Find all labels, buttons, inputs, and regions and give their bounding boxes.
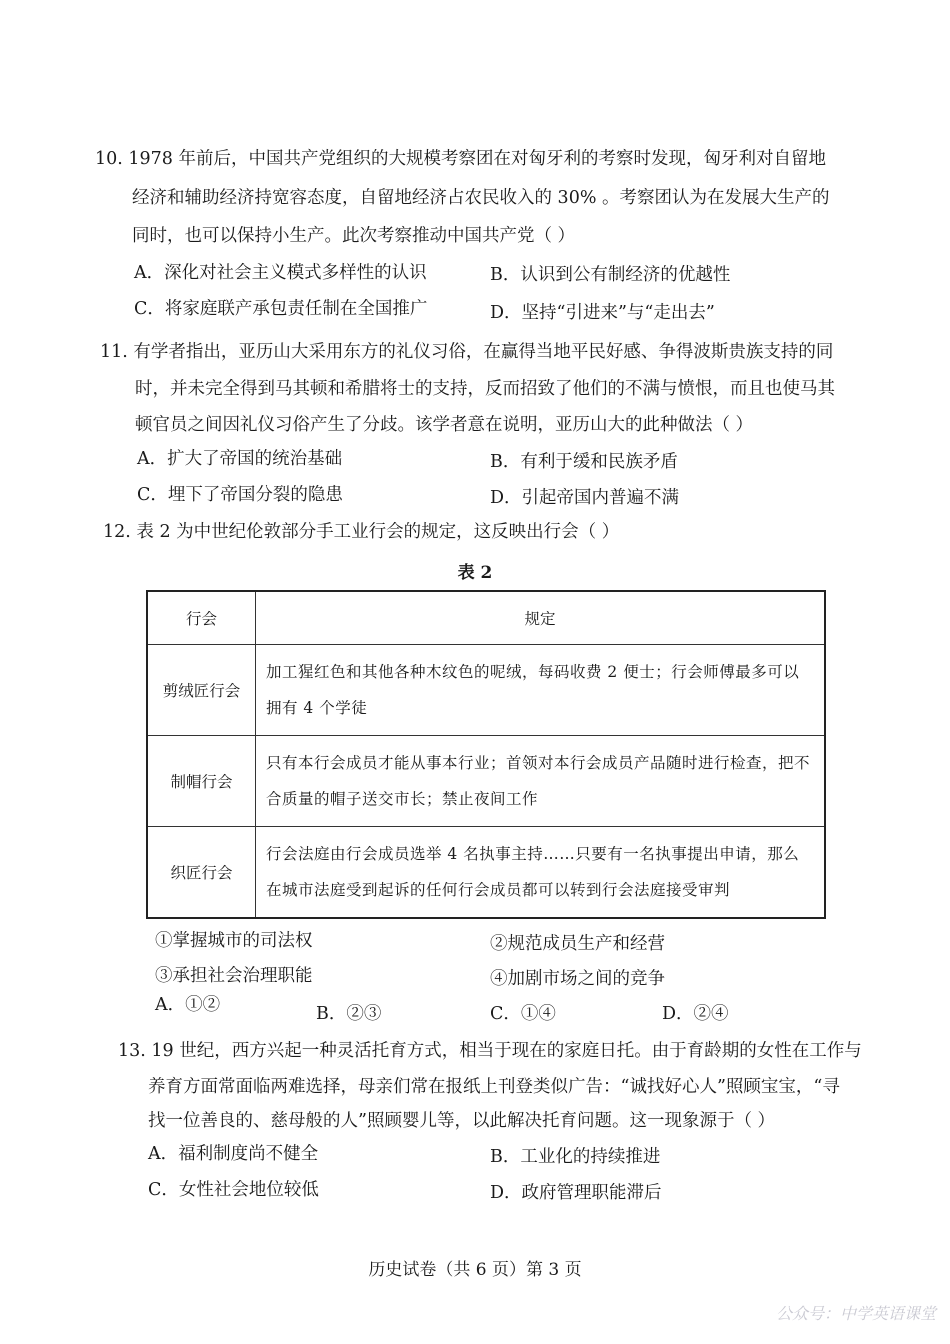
q12-option-b: B．②③ <box>316 1004 382 1024</box>
q12-option-d: D．②④ <box>662 1004 729 1024</box>
q13-stem-line-3: 找一位善良的、慈母般的人”照顾婴儿等，以此解决托育问题。这一现象源于（ ） <box>148 1111 776 1131</box>
q12-statement-3: ③承担社会治理职能 <box>155 966 313 986</box>
q10-stem-line-3: 同时，也可以保持小生产。此次考察推动中国共产党（ ） <box>132 226 576 246</box>
q11-option-d: D．引起帝国内普遍不满 <box>490 488 680 508</box>
q13-option-d: D．政府管理职能滞后 <box>490 1183 662 1203</box>
guild-rule: 加工猩红色和其他各种木纹色的呢绒，每码收费 2 便士；行会师傅最多可以拥有 4 个学徒 <box>256 645 826 736</box>
q10-option-b: B．认识到公有制经济的优越性 <box>490 265 731 285</box>
q12-statement-1: ①掌握城市的司法权 <box>155 931 313 951</box>
guild-name: 制帽行会 <box>147 736 256 827</box>
q12-option-c: C．①④ <box>490 1004 556 1024</box>
page-footer: 历史试卷（共 6 页）第 3 页 <box>368 1260 582 1280</box>
q10-option-d: D．坚持“引进来”与“走出去” <box>490 303 715 323</box>
table-row <box>147 827 825 919</box>
q11-stem-line-1: 11. 有学者指出，亚历山大采用东方的礼仪习俗，在赢得当地平民好感、争得波斯贵族支持的同 <box>100 342 834 362</box>
q11-stem-line-2: 时，并未完全得到马其顿和希腊将士的支持，反而招致了他们的不满与愤恨，而且也使马其 <box>135 379 835 399</box>
q10-option-c: C．将家庭联产承包责任制在全国推广 <box>134 299 428 319</box>
table-row <box>147 736 825 827</box>
q10-stem-line-2: 经济和辅助经济持宽容态度，自留地经济占农民收入的 30% 。考察团认为在发展大生产的 <box>132 188 830 208</box>
q10-option-a: A．深化对社会主义模式多样性的认识 <box>134 263 427 283</box>
q13-option-b: B．工业化的持续推进 <box>490 1147 661 1167</box>
guild-name: 织匠行会 <box>147 827 256 919</box>
guild-name: 剪绒匠行会 <box>147 645 256 736</box>
table-row <box>147 645 825 736</box>
q11-option-c: C．埋下了帝国分裂的隐患 <box>137 485 343 505</box>
q11-stem-line-3: 顿官员之间因礼仪习俗产生了分歧。该学者意在说明，亚历山大的此种做法（ ） <box>135 415 754 435</box>
q11-option-a: A．扩大了帝国的统治基础 <box>137 449 343 469</box>
guild-rules-table <box>146 590 826 919</box>
header-rule: 规定 <box>256 591 826 645</box>
q13-option-a: A．福利制度尚不健全 <box>148 1144 319 1164</box>
q13-option-c: C．女性社会地位较低 <box>148 1180 319 1200</box>
q12-stem: 12. 表 2 为中世纪伦敦部分手工业行会的规定，这反映出行会（ ） <box>103 522 620 542</box>
q13-stem-line-1: 13. 19 世纪，西方兴起一种灵活托育方式，相当于现在的家庭日托。由于育龄期的女性在工作与 <box>118 1041 862 1061</box>
table-header-row <box>147 591 825 645</box>
header-guild: 行会 <box>147 591 256 645</box>
q12-option-a: A．①② <box>155 995 221 1015</box>
q13-stem-line-2: 养育方面常面临两难选择，母亲们常在报纸上刊登类似广告：“诚找好心人”照顾宝宝，“寻 <box>148 1077 840 1097</box>
table-caption: 表 2 <box>457 563 493 583</box>
q12-statement-2: ②规范成员生产和经营 <box>490 934 665 954</box>
q12-statement-4: ④加剧市场之间的竞争 <box>490 969 665 989</box>
guild-rule: 只有本行会成员才能从事本行业；首领对本行会成员产品随时进行检查，把不合质量的帽子送交市长；禁止夜间工作 <box>256 736 826 827</box>
q11-option-b: B．有利于缓和民族矛盾 <box>490 452 678 472</box>
guild-rule: 行会法庭由行会成员选举 4 名执事主持……只要有一名执事提出申请，那么在城市法庭受到起诉的任何行会成员都可以转到行会法庭接受审判 <box>256 827 826 919</box>
q10-stem-line-1: 10. 1978 年前后，中国共产党组织的大规模考察团在对匈牙利的考察时发现，匈牙利对自留地 <box>95 149 826 169</box>
watermark: 公众号：中学英语课堂 <box>775 1304 936 1323</box>
